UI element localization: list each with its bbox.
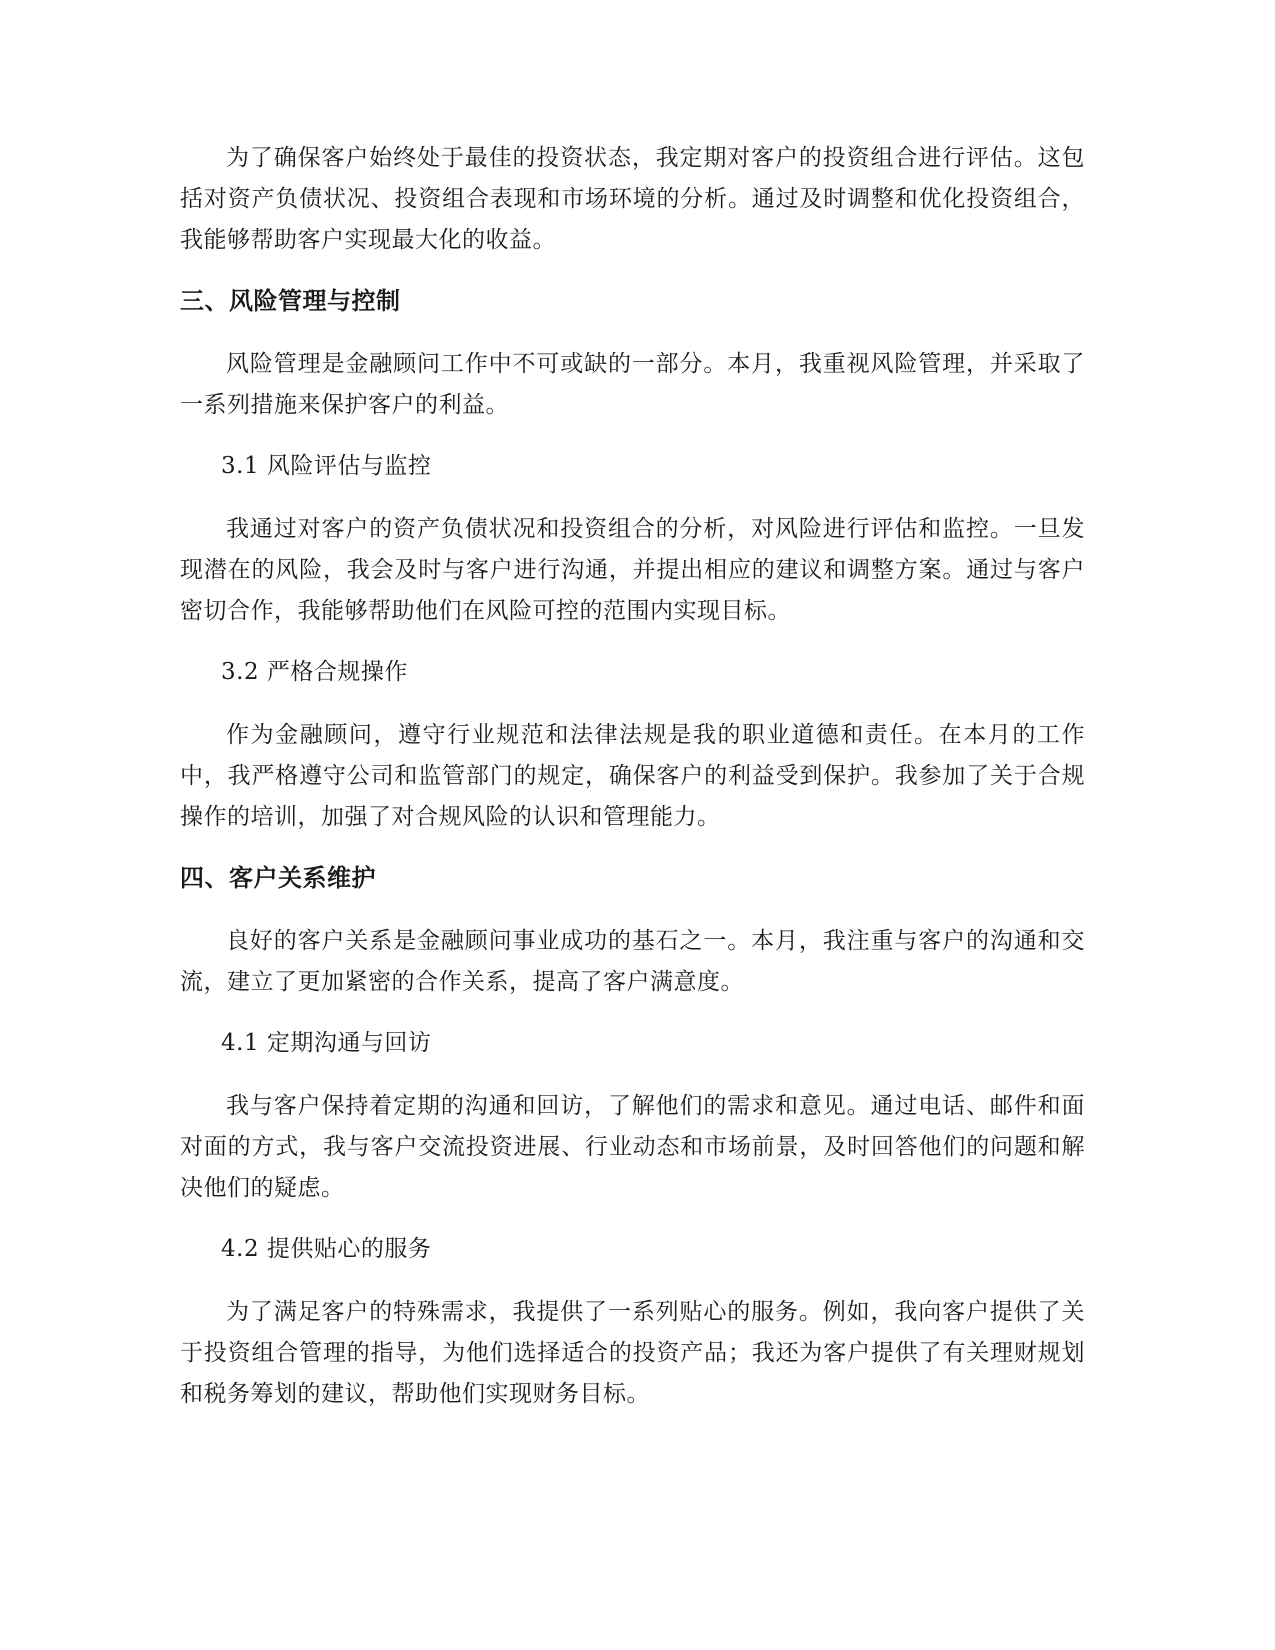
paragraph-client-relations-intro: 良好的客户关系是金融顾问事业成功的基石之一。本月，我注重与客户的沟通和交流，建立了更加紧密的合作关系，提高了客户满意度。 [180,928,1085,995]
subheading-compliance: 3.2 严格合规操作 [221,659,408,685]
paragraph-portfolio-review: 为了确保客户始终处于最佳的投资状态，我定期对客户的投资组合进行评估。这包括对资产负债状况、投资组合表现和市场环境的分析。通过及时调整和优化投资组合，我能够帮助客户实现最大化的收益。 [180,145,1085,253]
paragraph-risk-assessment: 我通过对客户的资产负债状况和投资组合的分析，对风险进行评估和监控。一旦发现潜在的风险，我会及时与客户进行沟通，并提出相应的建议和调整方案。通过与客户密切合作，我能够帮助他们在风险可控的范围内实现目标。 [180,516,1085,624]
section-heading-risk-management: 三、风险管理与控制 [180,287,401,315]
subheading-risk-assessment: 3.1 风险评估与监控 [221,453,432,479]
paragraph-risk-intro: 风险管理是金融顾问工作中不可或缺的一部分。本月，我重视风险管理，并采取了一系列措施来保护客户的利益。 [180,351,1085,418]
document-page [180,138,1085,1438]
section-heading-client-relations: 四、客户关系维护 [180,864,376,892]
subheading-regular-communication: 4.1 定期沟通与回访 [221,1030,432,1056]
paragraph-regular-communication: 我与客户保持着定期的沟通和回访，了解他们的需求和意见。通过电话、邮件和面对面的方式，我与客户交流投资进展、行业动态和市场前景，及时回答他们的问题和解决他们的疑虑。 [180,1093,1085,1201]
paragraph-considerate-service: 为了满足客户的特殊需求，我提供了一系列贴心的服务。例如，我向客户提供了关于投资组合管理的指导，为他们选择适合的投资产品；我还为客户提供了有关理财规划和税务筹划的建议，帮助他们实现财务目标。 [180,1299,1085,1407]
paragraph-compliance: 作为金融顾问，遵守行业规范和法律法规是我的职业道德和责任。在本月的工作中，我严格遵守公司和监管部门的规定，确保客户的利益受到保护。我参加了关于合规操作的培训，加强了对合规风险的认识和管理能力。 [180,722,1085,830]
subheading-considerate-service: 4.2 提供贴心的服务 [221,1236,432,1262]
